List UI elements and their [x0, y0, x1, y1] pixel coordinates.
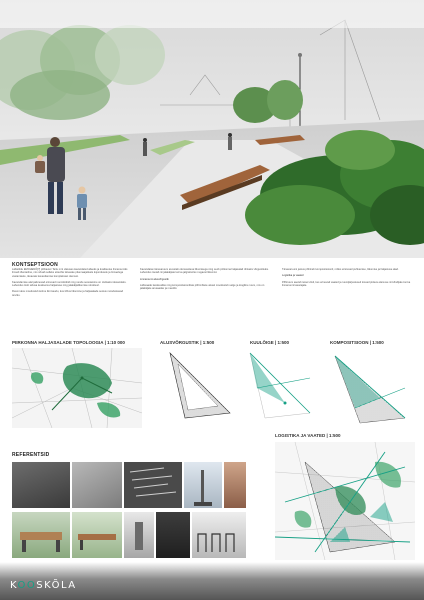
bollard-figure [124, 512, 154, 558]
paragraph: Läbivaade kesksuslike ning kompositsiooniliste põhimõtete alusel moodustub selge ja loogiline ruum, mis on jalakäijale arusaadav ja meeldiv. [140, 283, 265, 291]
bike-rack-figure [192, 512, 246, 558]
paragraph: Tänavaruumi jaotus põhineb kompositsioonil, milles eristuvad puhkamise, liikumise ja haljastuse alad. [282, 268, 399, 271]
reference-photo-bench-2 [72, 512, 122, 558]
logo-accent: OO [17, 580, 37, 591]
logo-prefix: K [10, 580, 18, 591]
hero-rendering [0, 0, 424, 258]
text-column-1 [12, 268, 130, 300]
diagram-title-location: PIIRKONNA HALJASALADE TOPOLOOGIA | 1:10 000 [12, 340, 125, 345]
paragraph: Läbisõidu EMOHENÕ[?] põhiautor Tartu mnt ulatuses kavandatud alleeks ja kvaliteetse linnaruumiks ilmselt tõenäoline, mis nõuab selleks ettevõte tänavate pikemaajalisele kujundusele ja linnaeluga vastamisele, tänavate kavandamise kompleksset olemust. [12, 268, 128, 278]
paragraph: Kavandamise alal paiknevad erinevad ruumitüübid ning nende seostamine on oluliseks ülesandeks. Lahendus loob sidusa kesksema haljastuse ning jalakäijaliikumise struktuuri. [12, 280, 127, 288]
diagram-title-composition: KOMPOSITSIOON | 1:500 [330, 340, 384, 345]
reference-photo-bollard [124, 512, 154, 558]
diagram-title-squares: KUULÕIGE | 1:500 [250, 340, 290, 345]
diagram-title-base: ALUSVÕRGUSTIK | 1:500 [160, 340, 215, 345]
koosko-logo [10, 580, 77, 591]
engraved-text-pattern [124, 462, 182, 508]
bench-figure [72, 512, 122, 558]
paragraph: Kavandatav tänavaruum arvestab olemasoleva liikumisega ning seob piirkonna haljasalad ühtseks võrgustikuks. Lahendus toetab nii jalakäijate kui ka jalgratturite mugavat liikumist. [140, 268, 269, 275]
references-heading: REFERENTSID [12, 452, 50, 458]
reference-photo-paving [12, 462, 70, 508]
logistics-diagram [275, 442, 415, 560]
concept-heading: KONTSEPTSIOON [12, 262, 58, 268]
text-column-2 [140, 268, 270, 293]
bench-figure [12, 512, 70, 558]
text-column-3 [282, 268, 412, 290]
paragraph-heading: Linnaruumi alusvõrgustik [140, 277, 169, 281]
reference-photo-sculpture [184, 462, 222, 508]
reference-photo-text-paving [124, 462, 182, 508]
paragraph: Ruumi alus moodustub kolme liini kaudu, kus tõhus liikumine ja haljasalade seotus moodustavad terviku. [12, 290, 124, 297]
logo-suffix: SKÕLA [36, 580, 77, 591]
paragraph-heading: Logistika ja vaated [282, 274, 304, 278]
reference-photo-stone [72, 462, 122, 508]
reference-photo-light [156, 512, 190, 558]
location-map [12, 348, 142, 428]
sculpture-figure [184, 462, 222, 508]
squares-diagram [245, 348, 320, 423]
base-area-diagram [160, 348, 240, 423]
reference-photo-bench-1 [12, 512, 70, 558]
reference-photo-facade [224, 462, 246, 508]
composition-diagram [325, 348, 415, 428]
paragraph: Põhiruum asetub teisel viisil, kus erinevad vaated ja ruumijärjestused loovad pideva elamuse nii kõndijale kui ka linnaruumi kasutajale. [282, 280, 411, 287]
diagram-title-logistics: LOGISTIKA JA VAATED | 1:500 [275, 433, 341, 438]
reference-photo-bike-racks [192, 512, 246, 558]
